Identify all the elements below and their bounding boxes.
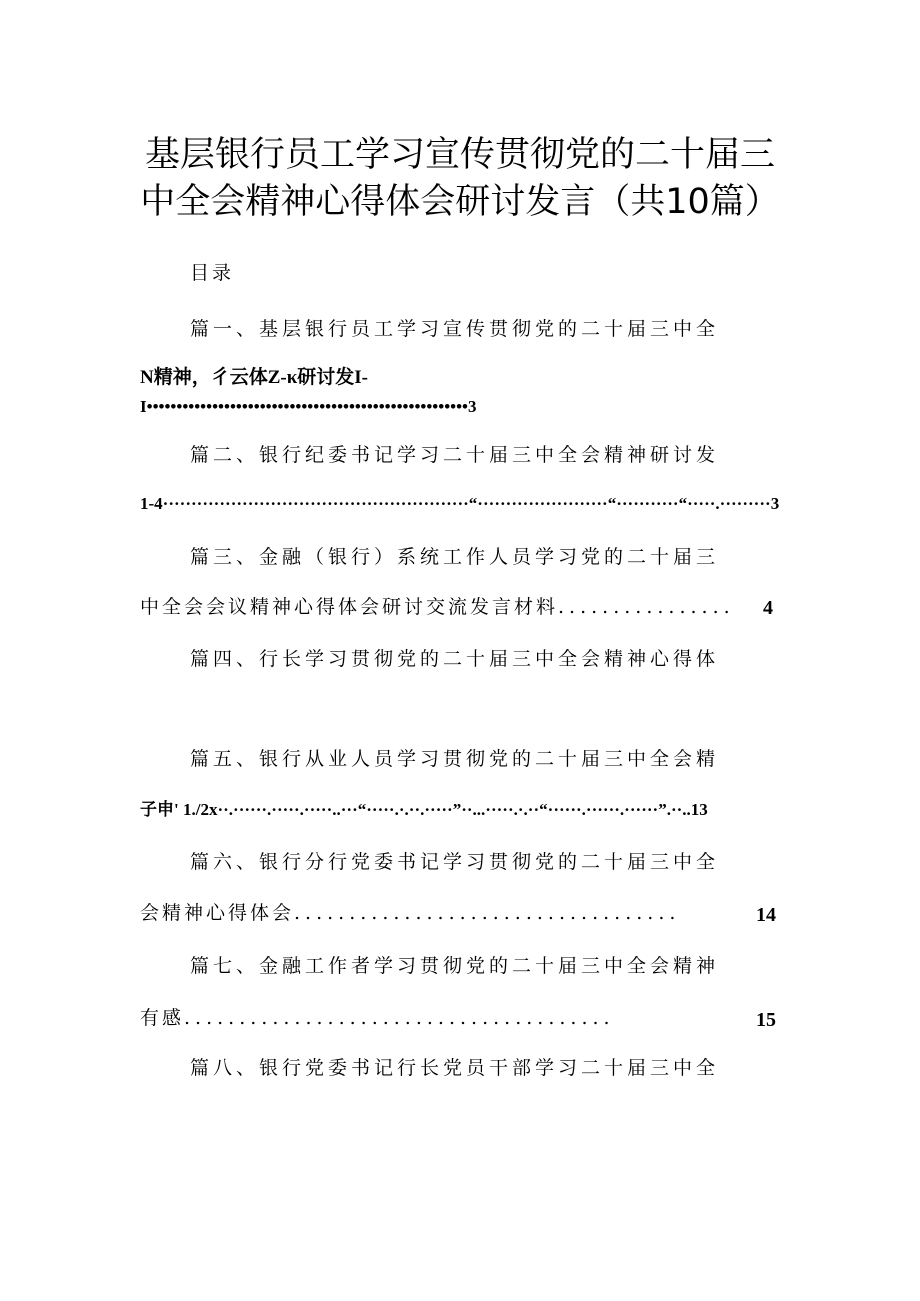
toc-entry-8-line-1[interactable]: 篇八、银行党委书记行长党员干部学习二十届三中全 xyxy=(190,1057,720,1079)
toc-entry-3-leader: ................ xyxy=(558,596,735,618)
toc-entry-1-line-2[interactable]: N精神，彳云体Z-κ研讨发I- xyxy=(140,367,368,388)
toc-entry-4-line-1[interactable]: 篇四、行长学习贯彻党的二十届三中全会精神心得体 xyxy=(190,648,720,670)
document-title-line-1: 基层银行员工学习宣传贯彻党的二十届三 xyxy=(144,135,775,175)
document-title-line-2: 中全会精神心得体会研讨发言（共10篇） xyxy=(140,182,780,222)
toc-entry-7-line-2[interactable] xyxy=(140,1009,615,1028)
toc-entry-6-line-2[interactable] xyxy=(140,904,680,923)
toc-entry-1-line-3[interactable]: I••••••••••••••••••••••••••••••••••••••••••••••••••••••3 xyxy=(140,397,477,416)
toc-entry-3-line-1[interactable]: 篇三、金融（银行）系统工作人员学习党的二十届三 xyxy=(190,546,720,568)
toc-entry-3-line-2[interactable] xyxy=(140,598,735,617)
toc-entry-3-page[interactable]: 4 xyxy=(763,597,773,619)
toc-entry-2-line-2[interactable]: 1-4······················································“·······················“···········“·····.·········3 xyxy=(140,494,780,513)
toc-entry-7-page[interactable]: 15 xyxy=(756,1009,776,1031)
toc-entry-6-line-1[interactable]: 篇六、银行分行党委书记学习贯彻党的二十届三中全 xyxy=(190,851,720,873)
toc-entry-1-line-1[interactable]: 篇一、基层银行员工学习宣传贯彻党的二十届三中全 xyxy=(190,318,720,340)
toc-entry-6-text: 会精神心得体会 xyxy=(140,902,295,924)
toc-entry-7-text: 有感 xyxy=(140,1007,185,1029)
toc-entry-5-line-2[interactable]: 子申' 1./2x··.······.·····.·····..···“·····.·.··.·····”··...·····.·.··“······.······.······”.··..13 xyxy=(140,800,708,819)
toc-heading: 目录 xyxy=(190,262,235,284)
toc-entry-6-leader: ................................... xyxy=(294,902,681,924)
toc-entry-5-line-1[interactable]: 篇五、银行从业人员学习贯彻党的二十届三中全会精 xyxy=(190,748,720,770)
toc-entry-6-page[interactable]: 14 xyxy=(756,904,776,926)
toc-entry-3-text: 中全会会议精神心得体会研讨交流发言材料 xyxy=(140,596,559,618)
toc-entry-7-leader: ....................................... xyxy=(184,1007,615,1029)
toc-entry-2-line-1[interactable]: 篇二、银行纪委书记学习二十届三中全会精神研讨发 xyxy=(190,444,720,466)
toc-entry-7-line-1[interactable]: 篇七、金融工作者学习贯彻党的二十届三中全会精神 xyxy=(190,955,720,977)
